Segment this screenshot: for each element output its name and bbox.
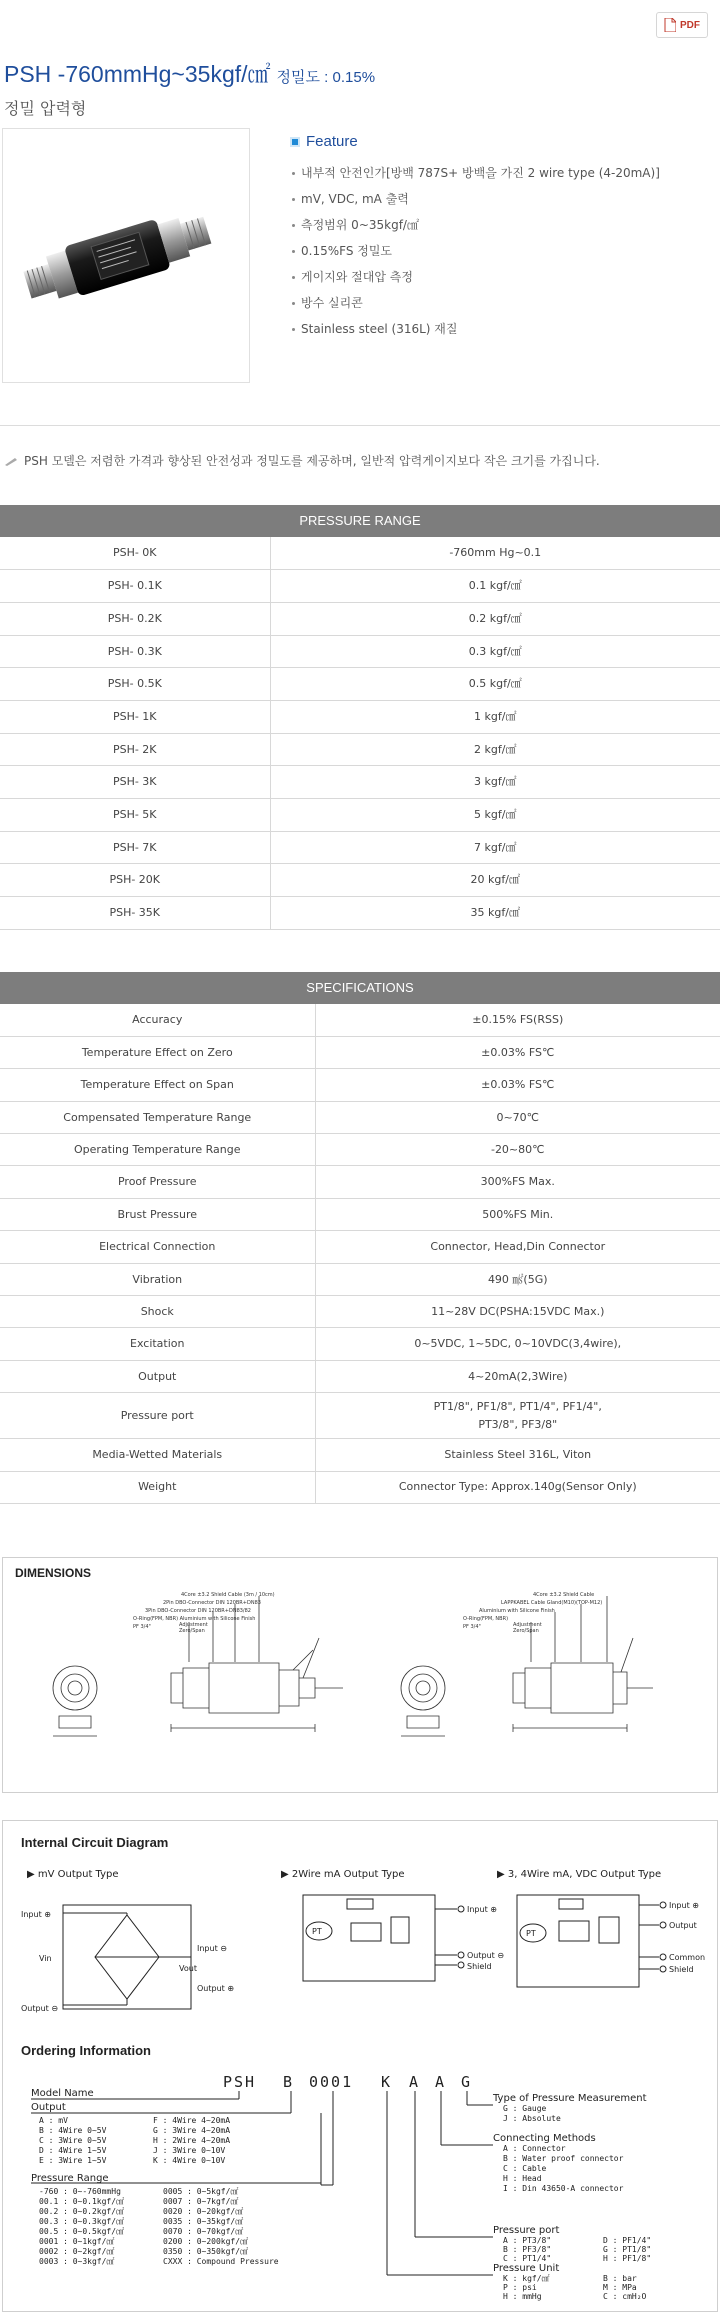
divider bbox=[0, 425, 720, 426]
pressure-range-row bbox=[0, 700, 720, 733]
spec-value-cell: 490 ㎨(5G) bbox=[315, 1263, 720, 1295]
spec-row bbox=[0, 1166, 720, 1198]
pdf-icon bbox=[664, 18, 676, 32]
output-title: Output bbox=[31, 2102, 66, 2113]
dim-callout: O-Ring(FPM, NBR) bbox=[463, 1616, 509, 1622]
spec-value-cell: -20~80℃ bbox=[315, 1134, 720, 1166]
spec-row bbox=[0, 1231, 720, 1263]
spec-row bbox=[0, 1004, 720, 1036]
34w-label: Shield bbox=[669, 1965, 694, 1974]
pressure-range-value-cell: 3 kgf/㎠ bbox=[270, 766, 720, 799]
feature-item: 측정범위 0~35kgf/㎠ bbox=[290, 212, 710, 238]
circuit-type-2wire: ▶ 2Wire mA Output Type bbox=[281, 1869, 405, 1880]
unit-option: P : psi bbox=[503, 2283, 537, 2292]
feature-heading-label: Feature bbox=[306, 133, 358, 150]
output-option: E : 3Wire 1~5V bbox=[39, 2156, 107, 2165]
title-accuracy: 정밀도 : 0.15% bbox=[276, 69, 376, 86]
34w-label: Input ⊕ bbox=[669, 1901, 699, 1910]
feature-heading bbox=[290, 133, 710, 150]
port-option: A : PT3/8" bbox=[503, 2236, 552, 2245]
dim-callout: Adjustment bbox=[513, 1622, 542, 1628]
range-option: 0007 : 0~7kgf/㎠ bbox=[163, 2197, 239, 2206]
output-option: J : 3Wire 0~10V bbox=[153, 2146, 226, 2155]
2w-label: PT bbox=[312, 1927, 322, 1936]
pressure-range-row bbox=[0, 635, 720, 668]
34w-label: Output bbox=[669, 1921, 697, 1930]
range-option: 0070 : 0~70kgf/㎠ bbox=[163, 2227, 244, 2236]
pressure-range-label-cell: PSH- 5K bbox=[0, 799, 270, 832]
mv-label: Output ⊖ bbox=[21, 2004, 59, 2013]
feature-item: 내부적 안전인가[방백 787S+ 방백을 가진 2 wire type (4-20mA)] bbox=[290, 160, 710, 186]
pressure-range-label-cell: PSH- 0K bbox=[0, 537, 270, 570]
spec-row bbox=[0, 1439, 720, 1471]
page-title bbox=[4, 56, 375, 89]
port-option: B : PF3/8" bbox=[503, 2245, 552, 2254]
circuit-type-mv: ▶ mV Output Type bbox=[27, 1869, 119, 1880]
unit-option: H : mmHg bbox=[503, 2292, 542, 2301]
specifications-heading: SPECIFICATIONS bbox=[0, 972, 720, 1004]
mv-label: Vin bbox=[39, 1954, 52, 1963]
spec-value-cell: 0~5VDC, 1~5DC, 0~10VDC(3,4wire), bbox=[315, 1328, 720, 1360]
range-title: Pressure Range bbox=[31, 2173, 109, 2184]
feature-item: 0.15%FS 정밀도 bbox=[290, 238, 710, 264]
pressure-range-row bbox=[0, 602, 720, 635]
range-option: CXXX : Compound Pressure bbox=[163, 2257, 279, 2266]
pressure-range-row bbox=[0, 537, 720, 570]
title-text: PSH -760mmHg~35kgf/㎠ bbox=[4, 61, 271, 87]
output-option: B : 4Wire 0~5V bbox=[39, 2126, 107, 2135]
code-part: PSH bbox=[223, 2073, 257, 2091]
pressure-range-label-cell: PSH- 0.2K bbox=[0, 602, 270, 635]
port-option: H : PF1/8" bbox=[603, 2254, 652, 2263]
spec-label-cell: Electrical Connection bbox=[0, 1231, 315, 1263]
dim-callout: Aluminium with Silicone Finish bbox=[479, 1608, 555, 1614]
spec-value-cell: 0~70℃ bbox=[315, 1101, 720, 1133]
spec-value-cell: ±0.03% FS℃ bbox=[315, 1069, 720, 1101]
pressure-range-row bbox=[0, 831, 720, 864]
range-option: 0002 : 0~2kgf/㎠ bbox=[39, 2247, 115, 2256]
spec-value-cell: Connector Type: Approx.140g(Sensor Only) bbox=[315, 1471, 720, 1503]
dim-callout: 3Pin DBO-Connector DIN 120BR+DN83/82 bbox=[145, 1608, 251, 1614]
ordering-code-diagram bbox=[3, 2065, 717, 2305]
spec-value-cell: Connector, Head,Din Connector bbox=[315, 1231, 720, 1263]
spec-value-cell: 11~28V DC(PSHA:15VDC Max.) bbox=[315, 1296, 720, 1328]
output-option: G : 3Wire 4~20mA bbox=[153, 2126, 231, 2135]
spec-label-cell: Compensated Temperature Range bbox=[0, 1101, 315, 1133]
spec-row bbox=[0, 1360, 720, 1392]
pressure-range-value-cell: 0.3 kgf/㎠ bbox=[270, 635, 720, 668]
conn-option: H : Head bbox=[503, 2174, 542, 2183]
code-part: K bbox=[381, 2073, 393, 2091]
spec-row bbox=[0, 1393, 720, 1439]
spec-value-cell: 300%FS Max. bbox=[315, 1166, 720, 1198]
unit-option: M : MPa bbox=[603, 2283, 637, 2292]
output-option: C : 3Wire 0~5V bbox=[39, 2136, 107, 2145]
unit-title: Pressure Unit bbox=[493, 2263, 560, 2274]
34w-label: PT bbox=[526, 1929, 536, 1938]
dim-callout: PF 3/4" bbox=[463, 1624, 481, 1630]
dimensions-panel bbox=[2, 1557, 718, 1793]
34w-label: Common bbox=[669, 1953, 706, 1962]
pressure-range-value-cell: 7 kgf/㎠ bbox=[270, 831, 720, 864]
mv-label: Input ⊖ bbox=[197, 1944, 227, 1953]
2w-label: Shield bbox=[467, 1962, 492, 1971]
mv-label: Output ⊕ bbox=[197, 1984, 235, 1993]
pressure-range-value-cell: 0.2 kgf/㎠ bbox=[270, 602, 720, 635]
spec-label-cell: Vibration bbox=[0, 1263, 315, 1295]
port-option: G : PT1/8" bbox=[603, 2245, 652, 2254]
spec-row bbox=[0, 1296, 720, 1328]
spec-row bbox=[0, 1471, 720, 1503]
range-option: 0003 : 0~3kgf/㎠ bbox=[39, 2257, 115, 2266]
dim-callout: Zero/Span bbox=[179, 1628, 205, 1634]
port-option: D : PF1/4" bbox=[603, 2236, 652, 2245]
output-option: F : 4Wire 4~20mA bbox=[153, 2116, 231, 2125]
pressure-range-value-cell: 35 kgf/㎠ bbox=[270, 897, 720, 930]
2w-label: Output ⊖ bbox=[467, 1951, 505, 1960]
pressure-range-table bbox=[0, 537, 720, 930]
pressure-range-label-cell: PSH- 7K bbox=[0, 831, 270, 864]
unit-option: B : bar bbox=[603, 2274, 637, 2283]
pressure-range-label-cell: PSH- 35K bbox=[0, 897, 270, 930]
output-option: H : 2Wire 4~20mA bbox=[153, 2136, 231, 2145]
spec-value-cell: ±0.03% FS℃ bbox=[315, 1036, 720, 1068]
range-option: 0035 : 0~35kgf/㎠ bbox=[163, 2217, 244, 2226]
output-option: D : 4Wire 1~5V bbox=[39, 2146, 107, 2155]
pressure-range-value-cell: -760mm Hg~0.1 bbox=[270, 537, 720, 570]
unit-option: K : kgf/㎠ bbox=[503, 2274, 550, 2283]
code-part: A bbox=[409, 2073, 421, 2091]
dim-callout: PF 3/4" bbox=[133, 1624, 151, 1630]
range-option: 00.3 : 0~0.3kgf/㎠ bbox=[39, 2217, 125, 2226]
pressure-range-value-cell: 0.5 kgf/㎠ bbox=[270, 668, 720, 701]
pressure-range-row bbox=[0, 668, 720, 701]
spec-row bbox=[0, 1328, 720, 1360]
pencil-icon bbox=[4, 456, 18, 466]
code-part: 0001 bbox=[309, 2073, 354, 2091]
spec-label-cell: Brust Pressure bbox=[0, 1198, 315, 1230]
pdf-download-button[interactable] bbox=[656, 12, 708, 38]
output-option: K : 4Wire 0~10V bbox=[153, 2156, 226, 2165]
range-option: -760 : 0~-760mmHg bbox=[39, 2187, 121, 2196]
spec-label-cell: Shock bbox=[0, 1296, 315, 1328]
spec-value-cell: ±0.15% FS(RSS) bbox=[315, 1004, 720, 1036]
feature-section bbox=[290, 133, 710, 342]
conn-option: B : Water proof connector bbox=[503, 2154, 624, 2163]
pressure-range-row bbox=[0, 864, 720, 897]
pressure-sensor-image bbox=[3, 129, 249, 382]
specifications-table bbox=[0, 1004, 720, 1504]
circuit-heading: Internal Circuit Diagram bbox=[21, 1835, 169, 1850]
2w-label: Input ⊕ bbox=[467, 1905, 497, 1914]
range-option: 0350 : 0~350kgf/㎠ bbox=[163, 2247, 249, 2256]
dim-callout: Adjustment bbox=[179, 1622, 208, 1628]
spec-label-cell: Temperature Effect on Span bbox=[0, 1069, 315, 1101]
circuit-type-34wire: ▶ 3, 4Wire mA, VDC Output Type bbox=[497, 1869, 662, 1880]
spec-label-cell: Media-Wetted Materials bbox=[0, 1439, 315, 1471]
feature-item: 게이지와 절대압 측정 bbox=[290, 264, 710, 290]
pressure-range-value-cell: 2 kgf/㎠ bbox=[270, 733, 720, 766]
spec-row bbox=[0, 1069, 720, 1101]
pressure-range-row bbox=[0, 897, 720, 930]
spec-label-cell: Proof Pressure bbox=[0, 1166, 315, 1198]
dim-callout: 2Pin DBO-Connector DIN 120BR+DN83 bbox=[163, 1600, 261, 1606]
spec-row bbox=[0, 1101, 720, 1133]
circuit-ordering-panel bbox=[2, 1820, 718, 2312]
pressure-range-label-cell: PSH- 1K bbox=[0, 700, 270, 733]
spec-row bbox=[0, 1263, 720, 1295]
range-option: 0200 : 0~200kgf/㎠ bbox=[163, 2237, 249, 2246]
pressure-range-label-cell: PSH- 3K bbox=[0, 766, 270, 799]
range-option: 00.1 : 0~0.1kgf/㎠ bbox=[39, 2197, 125, 2206]
page-subtitle: 정밀 압력형 bbox=[4, 99, 87, 118]
spec-value-cell: PT1/8", PF1/8", PT1/4", PF1/4", PT3/8", PF3/8" bbox=[315, 1393, 720, 1439]
dim-callout: O-Ring(FPM, NBR) Aluminium with Silicone Finish bbox=[133, 1616, 256, 1622]
feature-item: mV, VDC, mA 출력 bbox=[290, 186, 710, 212]
unit-option: C : cmH₂O bbox=[603, 2292, 647, 2301]
pressure-range-value-cell: 0.1 kgf/㎠ bbox=[270, 570, 720, 603]
output-option: A : mV bbox=[39, 2116, 68, 2125]
spec-value-cell: Stainless Steel 316L, Viton bbox=[315, 1439, 720, 1471]
spec-value-cell: 500%FS Min. bbox=[315, 1198, 720, 1230]
pressure-range-label-cell: PSH- 20K bbox=[0, 864, 270, 897]
spec-label-cell: Output bbox=[0, 1360, 315, 1392]
port-title: Pressure port bbox=[493, 2225, 560, 2236]
square-bullet-icon bbox=[290, 137, 300, 147]
dim-callout: Zero/Span bbox=[513, 1628, 539, 1634]
pdf-label: PDF bbox=[680, 19, 700, 31]
ordering-heading: Ordering Information bbox=[21, 2043, 151, 2058]
dim-callout: LAPPKABEL Cable Gland(M10)(TOP-M12) bbox=[501, 1600, 603, 1606]
conn-title: Connecting Methods bbox=[493, 2133, 596, 2144]
range-option: 00.2 : 0~0.2kgf/㎠ bbox=[39, 2207, 125, 2216]
range-option: 00.5 : 0~0.5kgf/㎠ bbox=[39, 2227, 125, 2236]
spec-row bbox=[0, 1134, 720, 1166]
conn-option: C : Cable bbox=[503, 2164, 547, 2173]
conn-option: A : Connector bbox=[503, 2144, 566, 2153]
range-option: 0001 : 0~1kgf/㎠ bbox=[39, 2237, 115, 2246]
dimensions-heading: DIMENSIONS bbox=[15, 1566, 92, 1580]
code-part: G bbox=[461, 2073, 473, 2091]
code-part: B bbox=[283, 2073, 295, 2091]
type-option: G : Gauge bbox=[503, 2104, 547, 2113]
pressure-range-label-cell: PSH- 2K bbox=[0, 733, 270, 766]
spec-label-cell: Pressure port bbox=[0, 1393, 315, 1439]
pressure-range-row bbox=[0, 799, 720, 832]
pressure-range-heading: PRESSURE RANGE bbox=[0, 505, 720, 537]
spec-row bbox=[0, 1036, 720, 1068]
type-option: J : Absolute bbox=[503, 2114, 561, 2123]
feature-item: 방수 실리콘 bbox=[290, 290, 710, 316]
spec-value-cell: 4~20mA(2,3Wire) bbox=[315, 1360, 720, 1392]
conn-option: I : Din 43650-A connector bbox=[503, 2184, 624, 2193]
mv-label: Vout bbox=[179, 1964, 197, 1973]
type-title: Type of Pressure Measurement bbox=[493, 2093, 647, 2104]
spec-label-cell: Weight bbox=[0, 1471, 315, 1503]
dim-callout: 4Core ±3.2 Shield Cable bbox=[533, 1592, 595, 1598]
spec-label-cell: Excitation bbox=[0, 1328, 315, 1360]
pressure-range-label-cell: PSH- 0.3K bbox=[0, 635, 270, 668]
mv-label: Input ⊕ bbox=[21, 1910, 51, 1919]
circuit-diagrams bbox=[3, 1861, 717, 2061]
feature-item: Stainless steel (316L) 재질 bbox=[290, 316, 710, 342]
code-part: A bbox=[435, 2073, 447, 2091]
pressure-range-value-cell: 5 kgf/㎠ bbox=[270, 799, 720, 832]
feature-list bbox=[290, 160, 710, 342]
model-name-label: Model Name bbox=[31, 2088, 94, 2099]
pressure-range-value-cell: 1 kgf/㎠ bbox=[270, 700, 720, 733]
pressure-range-label-cell: PSH- 0.1K bbox=[0, 570, 270, 603]
description-text: PSH 모델은 저렴한 가격과 향상된 안전성과 정밀도를 제공하며, 일반적 압력게이지보다 작은 크기를 가집니다. bbox=[24, 454, 600, 468]
description bbox=[4, 452, 600, 469]
spec-label-cell: Accuracy bbox=[0, 1004, 315, 1036]
pressure-range-label-cell: PSH- 0.5K bbox=[0, 668, 270, 701]
spec-row bbox=[0, 1198, 720, 1230]
range-option: 0005 : 0~5kgf/㎠ bbox=[163, 2187, 239, 2196]
pressure-range-row bbox=[0, 733, 720, 766]
range-option: 0020 : 0~20kgf/㎠ bbox=[163, 2207, 244, 2216]
dim-callout: 4Core ±3.2 Shield Cable (3m / 10cm) bbox=[181, 1592, 275, 1598]
pressure-range-row bbox=[0, 570, 720, 603]
pressure-range-row bbox=[0, 766, 720, 799]
spec-label-cell: Temperature Effect on Zero bbox=[0, 1036, 315, 1068]
pressure-range-value-cell: 20 kgf/㎠ bbox=[270, 864, 720, 897]
dimensions-drawing bbox=[3, 1558, 717, 1792]
port-option: C : PT1/4" bbox=[503, 2254, 552, 2263]
product-photo bbox=[2, 128, 250, 383]
spec-label-cell: Operating Temperature Range bbox=[0, 1134, 315, 1166]
